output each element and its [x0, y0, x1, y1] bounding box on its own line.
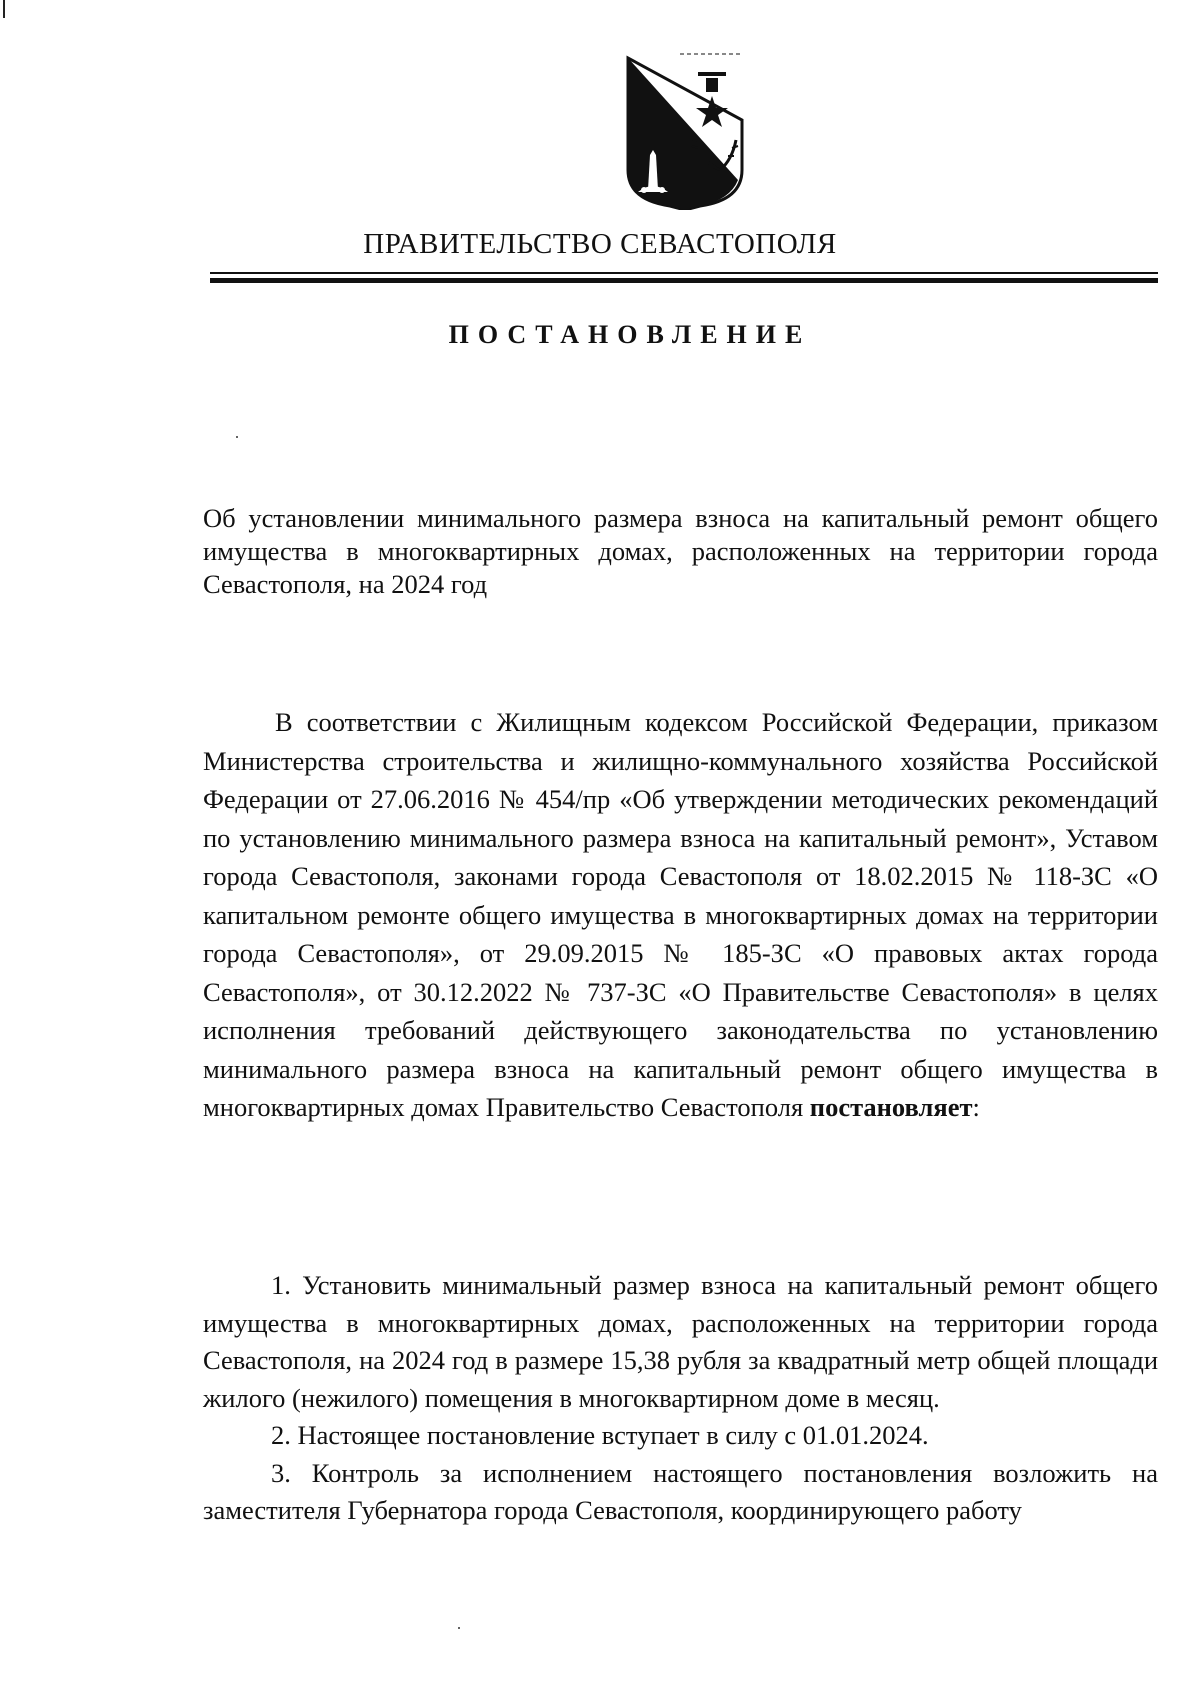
- resolution-item-3: 3. Контроль за исполнением настоящего постановления возложить на заместителя Губернатора города Севастополя, координирующего работу: [203, 1457, 1158, 1525]
- resolves-colon: :: [972, 1092, 980, 1122]
- preamble-text: В соответствии с Жилищным кодексом Российской Федерации, приказом Министерства строительства и жилищно-коммунального хозяйства Российской Федерации от 27.06.2016 № 454/пр «Об утверждении методических рекомендаций по установлению минимального размера взноса на капитальный ремонт», Уставом города Севастополя, законами города Севастополя от 18.02.2015 № 118-ЗС «О капитальном ремонте общего имущества в многоквартирных домах на территории города Севастополя», от 29.09.2015 № 185-ЗС «О правовых актах города Севастополя», от 30.12.2022 № 737-ЗС «О Правительстве Севастополя» в целях исполнения требований действующего законодательства по установлению минимального размера взноса на капитальный ремонт общего имущества в многоквартирных домах Правительство Севастополя: [203, 707, 1158, 1122]
- header-rule-thin: [210, 272, 1158, 274]
- resolution-item-1: 1. Установить минимальный размер взноса на капитальный ремонт общего имущества в многоквартирных домах, расположенных на территории города Севастополя, на 2024 год в размере 15,38 рубля за квадратный метр общей площади жилого (нежилого) помещения в многоквартирном доме в месяц.: [203, 1270, 1158, 1413]
- resolution-item-2: 2. Настоящее постановление вступает в силу с 01.01.2024.: [271, 1420, 929, 1450]
- scan-speck: [458, 1627, 460, 1629]
- scan-edge-mark: [3, 0, 5, 18]
- document-subject: Об установлении минимального размера взноса на капитальный ремонт общего имущества в многоквартирных домах, расположенных на территории города Севастополя, на 2024 год: [203, 503, 1158, 599]
- resolves-word: постановляет: [809, 1092, 973, 1122]
- header-rule-thick: [210, 278, 1158, 283]
- document-type-title: ПОСТАНОВЛЕНИЕ: [448, 320, 812, 349]
- resolution-items: [203, 1267, 1158, 1530]
- preamble-paragraph: [203, 703, 1158, 1127]
- sevastopol-coat-of-arms: [620, 50, 750, 210]
- government-title: ПРАВИТЕЛЬСТВО СЕВАСТОПОЛЯ: [363, 228, 837, 260]
- scan-speck: [236, 436, 238, 438]
